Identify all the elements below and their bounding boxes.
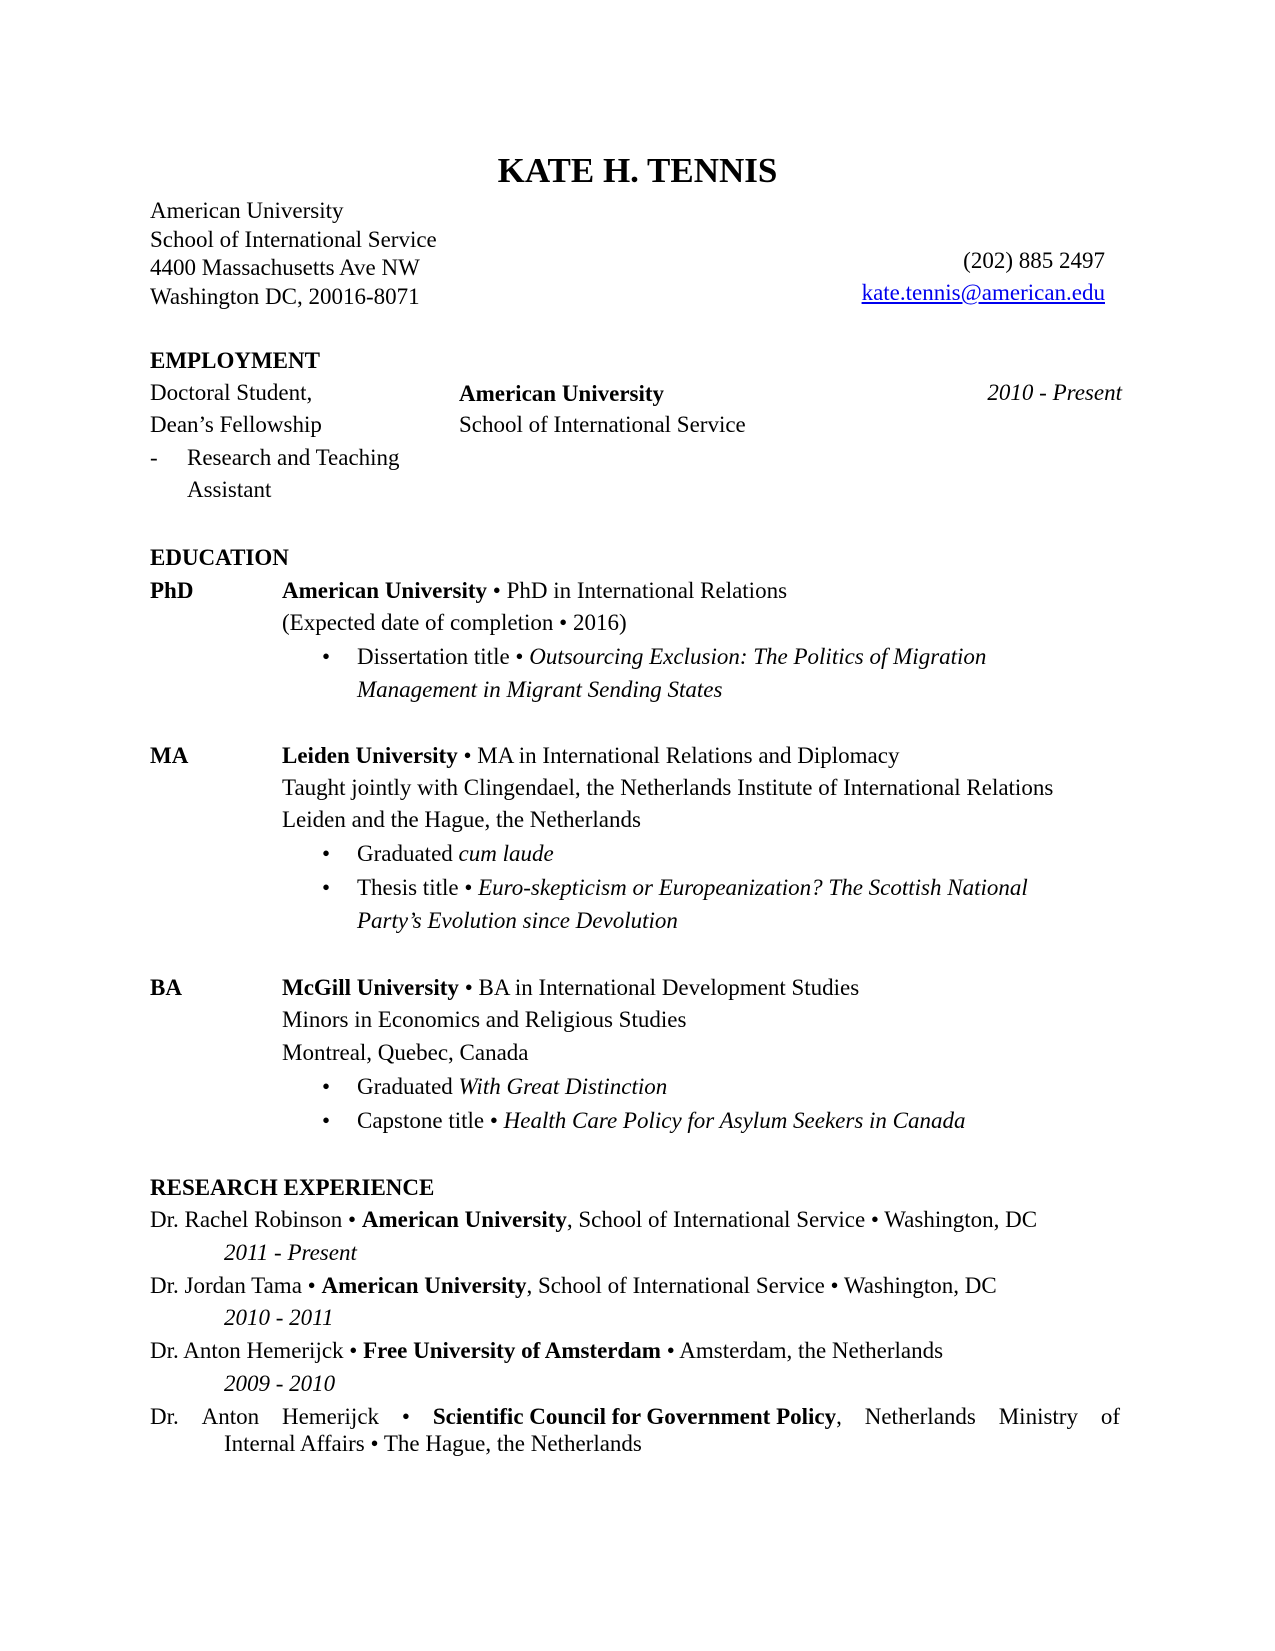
research-1-supervisor: Dr. Rachel Robinson •	[150, 1207, 362, 1232]
employment-sub-line-2: Assistant	[187, 477, 272, 502]
email-link[interactable]: kate.tennis@american.edu	[861, 280, 1105, 305]
ba-capstone-label: Capstone title •	[357, 1108, 504, 1133]
employment-department: School of International Service	[459, 412, 746, 437]
ba-honors-value: With Great Distinction	[458, 1074, 668, 1099]
research-1-dates: 2011 - Present	[224, 1240, 357, 1265]
research-4-word: •	[401, 1404, 410, 1429]
ba-capstone-title: Health Care Policy for Asylum Seekers in Canada	[503, 1108, 966, 1133]
ma-thesis-line-1	[357, 876, 1028, 899]
research-3-supervisor: Dr. Anton Hemerijck •	[150, 1338, 364, 1363]
employment-heading: EMPLOYMENT	[150, 348, 320, 373]
ma-thesis-title-cont: Party’s Evolution since Devolution	[357, 908, 678, 933]
phd-dissertation-title: Outsourcing Exclusion: The Politics of Migration	[529, 644, 987, 669]
phd-program: • PhD in International Relations	[487, 578, 788, 603]
address-line-1: American University	[150, 198, 344, 223]
research-4-details: Internal Affairs • The Hague, the Netherlands	[224, 1431, 642, 1456]
phd-school: American University	[282, 578, 488, 603]
phd-completion: (Expected date of completion • 2016)	[282, 610, 627, 635]
research-1-details: , School of International Service • Washington, DC	[566, 1207, 1038, 1232]
research-entry-2	[150, 1274, 997, 1297]
research-3-institution: Free University of Amsterdam	[363, 1338, 661, 1363]
phd-degree-label: PhD	[150, 578, 194, 603]
research-2-details: , School of International Service • Washington, DC	[526, 1273, 997, 1298]
employment-dates: 2010 - Present	[987, 380, 1122, 405]
ba-capstone	[357, 1109, 966, 1132]
employment-role-line-2: Dean’s Fellowship	[150, 412, 322, 437]
ma-honors	[357, 842, 554, 865]
ba-line-2: Minors in Economics and Religious Studies	[282, 1007, 687, 1032]
phd-dissertation-title-cont: Management in Migrant Sending States	[357, 677, 723, 702]
research-heading: RESEARCH EXPERIENCE	[150, 1175, 435, 1200]
phd-dissertation-label: Dissertation title •	[357, 644, 530, 669]
research-3-details: • Amsterdam, the Netherlands	[660, 1338, 944, 1363]
ma-line-3: Leiden and the Hague, the Netherlands	[282, 807, 641, 832]
bullet-icon: •	[322, 841, 331, 866]
research-4-word: Netherlands	[864, 1404, 976, 1429]
research-entry-4	[150, 1405, 1120, 1428]
research-1-institution: American University	[361, 1207, 567, 1232]
address-line-2: School of International Service	[150, 227, 437, 252]
ba-honors-label: Graduated	[357, 1074, 459, 1099]
research-2-institution: American University	[321, 1273, 527, 1298]
ba-school: McGill University	[282, 975, 459, 1000]
research-4-word: Dr.	[150, 1404, 179, 1429]
education-heading: EDUCATION	[150, 545, 289, 570]
research-4-institution: Scientific Council for Government Policy	[432, 1404, 837, 1429]
bullet-icon: •	[322, 1074, 331, 1099]
research-4-word: Ministry	[998, 1404, 1078, 1429]
phd-dissertation-line-1	[357, 645, 986, 668]
ma-thesis-label: Thesis title •	[357, 875, 479, 900]
employment-role-line-1: Doctoral Student,	[150, 380, 313, 405]
employment-organization: American University	[459, 381, 665, 406]
research-2-dates: 2010 - 2011	[224, 1305, 334, 1330]
employment-sub-line-1: Research and Teaching	[187, 445, 400, 470]
ma-thesis-title: Euro-skepticism or Europeanization? The Scottish National	[478, 875, 1028, 900]
employment-dash: -	[150, 445, 158, 470]
ma-line-2: Taught jointly with Clingendael, the Netherlands Institute of International Relations	[282, 775, 1054, 800]
ma-degree-label: MA	[150, 743, 189, 768]
ba-honors	[357, 1075, 667, 1098]
phd-line-1	[282, 579, 787, 602]
address-line-4: Washington DC, 20016-8071	[150, 284, 420, 309]
research-4-word: Hemerijck	[281, 1404, 380, 1429]
ba-line-3: Montreal, Quebec, Canada	[282, 1040, 529, 1065]
resume-name: KATE H. TENNIS	[497, 151, 778, 190]
ma-honors-label: Graduated	[357, 841, 459, 866]
ma-honors-value: cum laude	[458, 841, 554, 866]
research-4-word: ,	[836, 1404, 842, 1429]
bullet-icon: •	[322, 875, 331, 900]
phone-number: (202) 885 2497	[963, 248, 1105, 273]
research-3-dates: 2009 - 2010	[224, 1371, 336, 1396]
ba-line-1	[282, 976, 859, 999]
research-2-supervisor: Dr. Jordan Tama •	[150, 1273, 322, 1298]
bullet-icon: •	[322, 1108, 331, 1133]
ma-school: Leiden University	[282, 743, 458, 768]
research-entry-1	[150, 1208, 1037, 1231]
ba-degree-label: BA	[150, 975, 182, 1000]
ba-program: • BA in International Development Studies	[458, 975, 860, 1000]
ma-line-1	[282, 744, 899, 767]
ma-program: • MA in International Relations and Diplomacy	[457, 743, 900, 768]
research-4-word: Anton	[201, 1404, 260, 1429]
research-entry-3	[150, 1339, 943, 1362]
address-line-3: 4400 Massachusetts Ave NW	[150, 255, 420, 280]
bullet-icon: •	[322, 644, 331, 669]
research-4-word: of	[1100, 1404, 1120, 1429]
